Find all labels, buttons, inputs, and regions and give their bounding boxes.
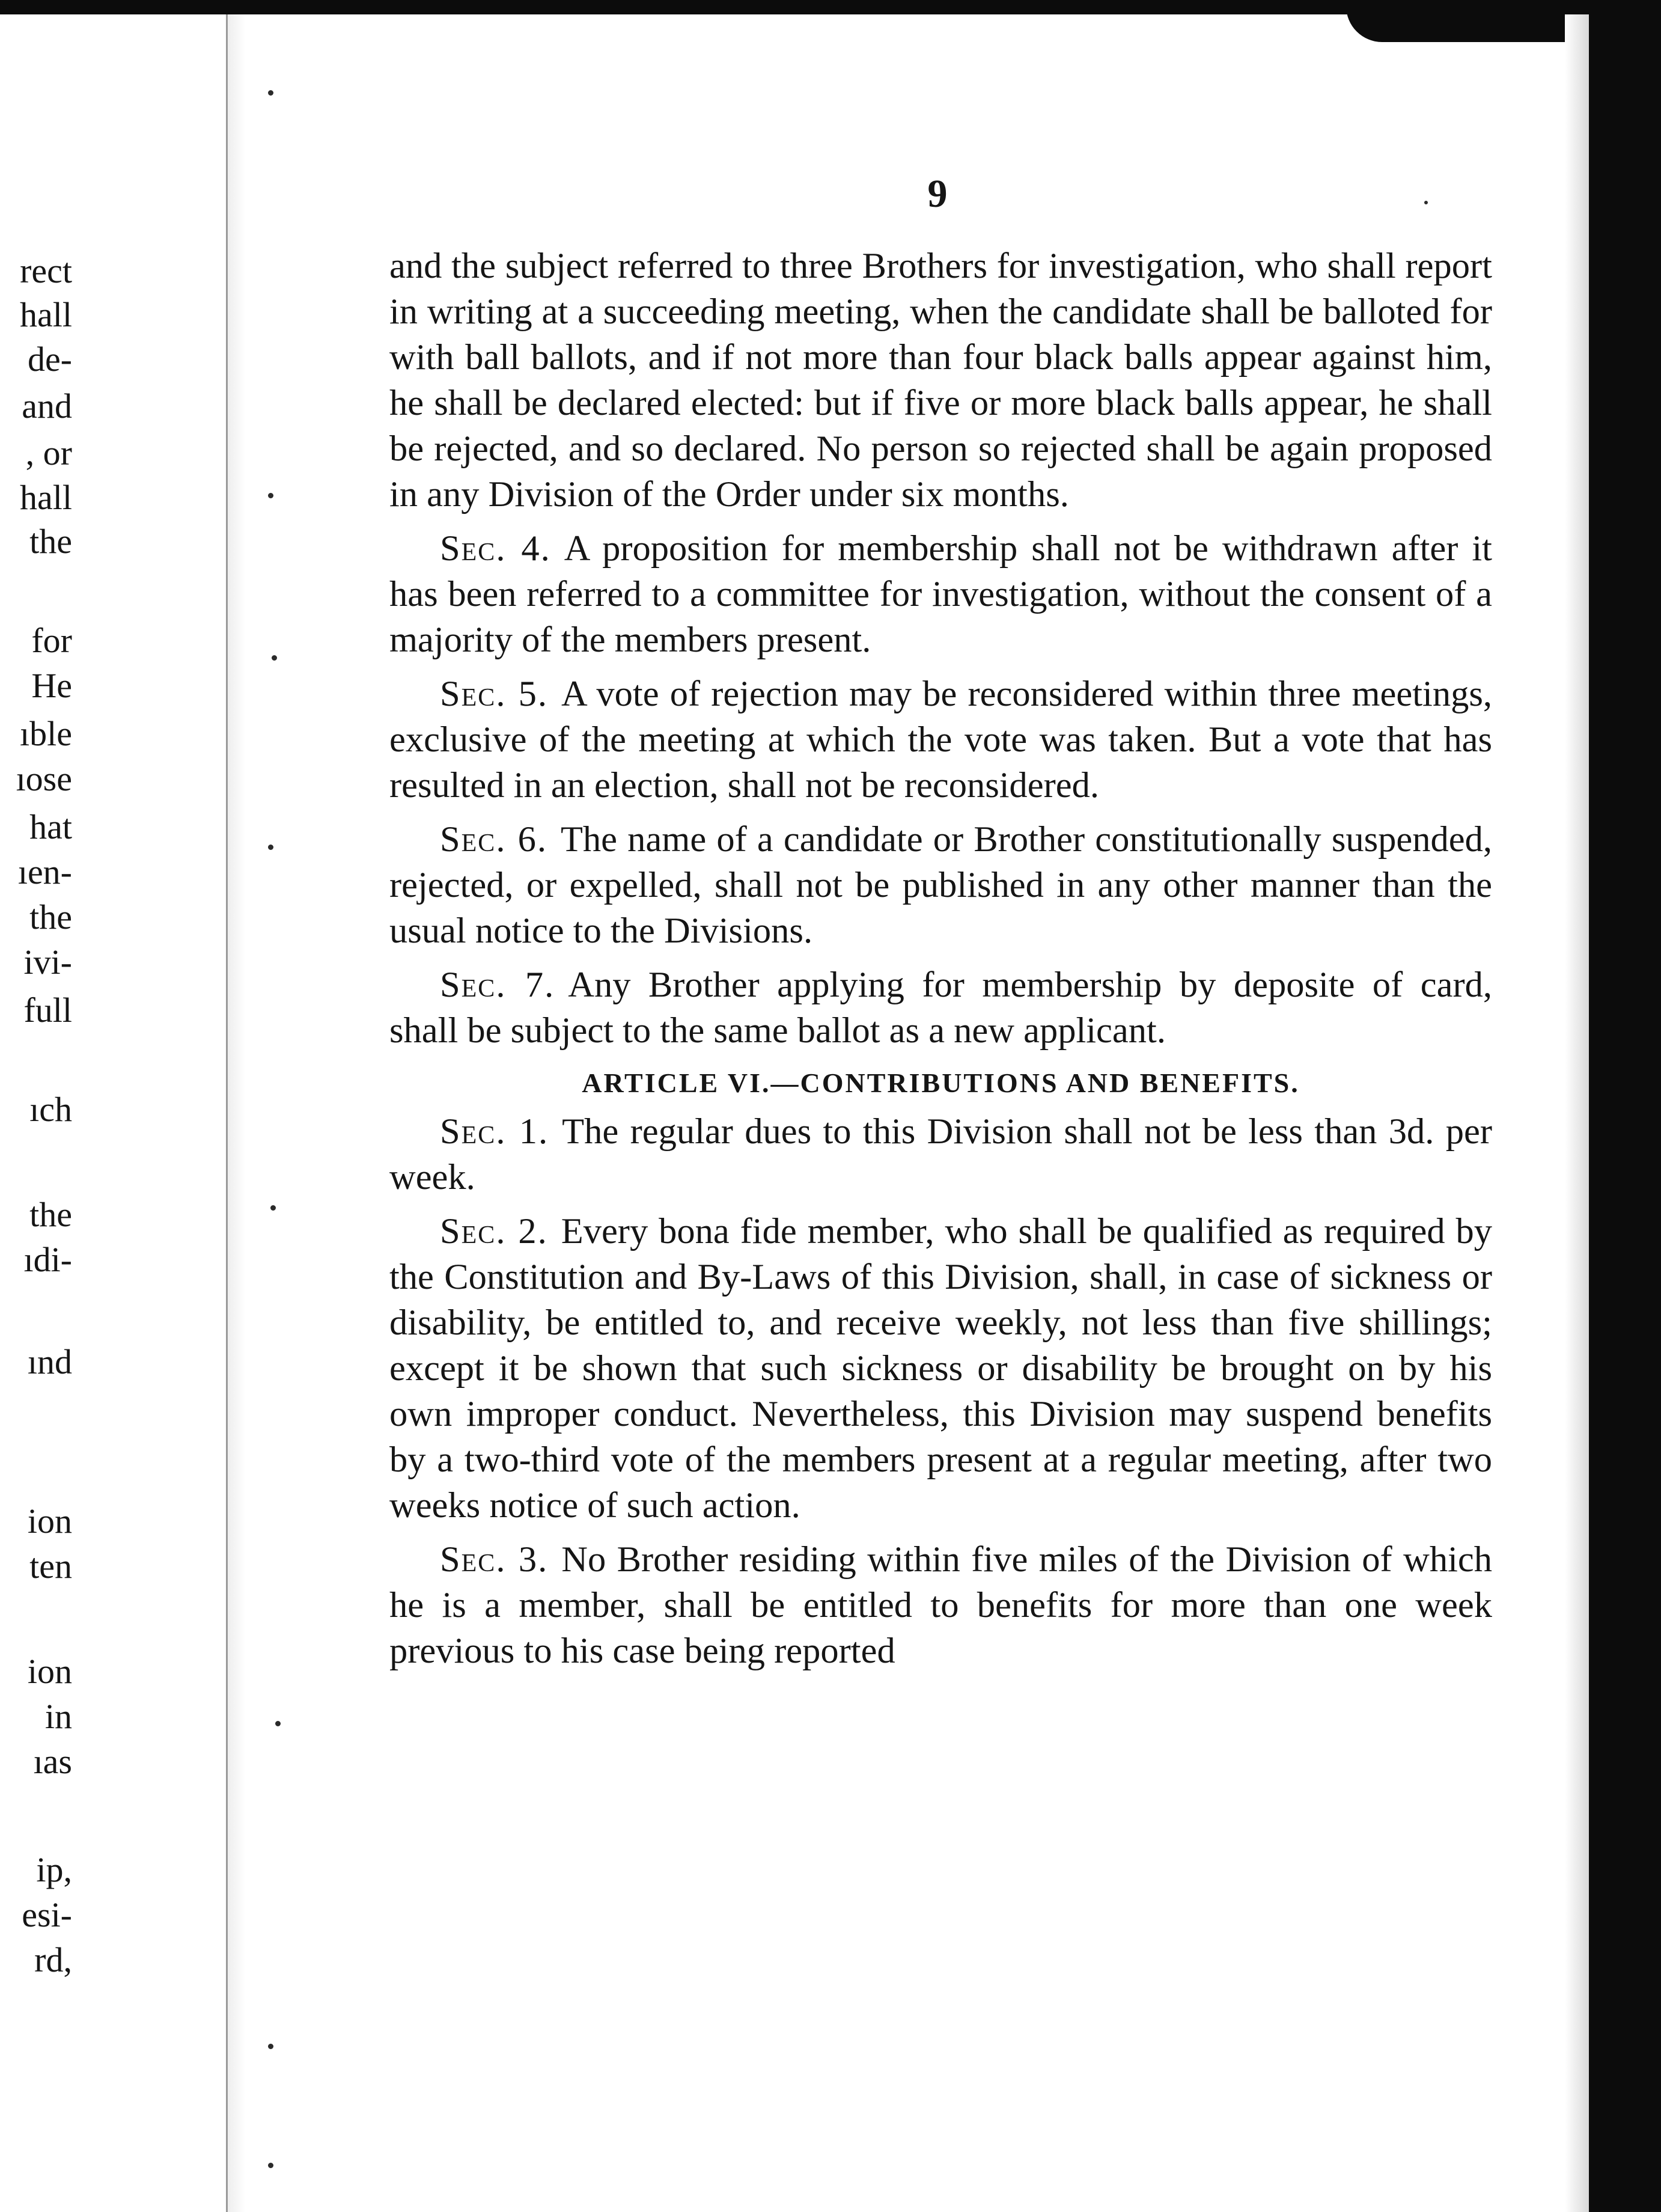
binding-speck — [272, 655, 277, 661]
paragraph-continuation — [389, 243, 1492, 518]
left-fragment: de- — [27, 340, 72, 379]
section-label: Sec. 4. — [440, 528, 551, 569]
section-text: No Brother residing within five miles of the Division of which he is a member, shall be entitled to benefits for more than one week previous to his case being reported — [389, 1539, 1492, 1671]
section-4 — [389, 526, 1492, 663]
page-right-edge-shading — [1565, 14, 1589, 2212]
left-fragment: hall — [20, 478, 72, 517]
page-speck — [1424, 201, 1428, 204]
left-fragment: ion — [27, 1502, 72, 1541]
binding-speck — [268, 2163, 273, 2168]
left-fragment: full — [23, 991, 72, 1030]
left-fragment: the — [29, 1195, 72, 1234]
section-text: Every bona fide member, who shall be qualified as required by the Constitution and By-Laws of this Division, shall, in case of sickness or disability, be entitled to, and receive weekly, not less than five shillings; except it be shown that such sickness or disability be brought on by his own improper conduct. Nevertheless, this Division may suspend benefits by a two-third vote of the members present at a regular meeting, after two weeks notice of such action. — [389, 1211, 1492, 1526]
section-text: Any Brother applying for membership by deposite of card, shall be subject to the same ballot as a new applicant. — [389, 965, 1492, 1051]
section-label: Sec. 7. — [440, 965, 555, 1005]
left-fragment: rect — [20, 251, 72, 290]
section-7 — [389, 962, 1492, 1054]
section-label: Sec. 2. — [440, 1211, 548, 1251]
binding-speck — [268, 845, 273, 850]
left-fragment: ıdi- — [23, 1240, 72, 1279]
left-fragment: ion — [27, 1652, 72, 1691]
section-text: A vote of rejection may be reconsidered within three meetings, exclusive of the meeting at which the vote was taken. But a vote that has resulted in an election, shall not be reconsidered. — [389, 674, 1492, 805]
left-fragment: ip, — [36, 1850, 72, 1889]
page-number: 9 — [927, 172, 948, 216]
binding-speck — [268, 493, 273, 498]
article-section-3 — [389, 1537, 1492, 1674]
left-fragment: He — [31, 666, 72, 705]
left-fragment: ınd — [27, 1342, 72, 1381]
binding-speck — [268, 90, 273, 96]
left-fragment: for — [31, 621, 72, 660]
left-fragment: ıch — [29, 1090, 72, 1129]
gutter-shadow — [228, 14, 246, 2212]
left-fragment: ıas — [33, 1742, 72, 1781]
section-6 — [389, 817, 1492, 954]
scan-right-border — [1589, 0, 1661, 2212]
section-text: The regular dues to this Division shall not be less than 3d. per week. — [389, 1111, 1492, 1197]
left-fragment: and — [22, 386, 72, 426]
article-section-1 — [389, 1109, 1492, 1200]
section-label: Sec. 1. — [440, 1111, 549, 1152]
section-text: The name of a candidate or Brother constitutionally suspended, rejected, or expelled, shall not be published in any other manner than the usual notice to the Divisions. — [389, 819, 1492, 951]
left-fragment: ıble — [20, 714, 72, 753]
page-body — [389, 243, 1492, 1674]
left-fragment: ıose — [16, 759, 72, 798]
left-fragment: the — [29, 522, 72, 561]
left-fragment: hall — [20, 295, 72, 334]
left-fragment: hat — [29, 807, 72, 846]
left-fragment: rd, — [34, 1940, 72, 1979]
article-heading: ARTICLE VI.—CONTRIBUTIONS AND BENEFITS. — [582, 1068, 1300, 1098]
section-label: Sec. 3. — [440, 1539, 549, 1580]
binding-speck — [270, 1205, 276, 1211]
page-corner-curl — [1346, 0, 1586, 42]
left-fragment: ıen- — [17, 852, 72, 891]
left-fragment: esi- — [22, 1895, 72, 1934]
left-fragment: in — [44, 1697, 72, 1736]
section-label: Sec. 6. — [440, 819, 547, 860]
left-fragment: , or — [25, 433, 72, 472]
section-label: Sec. 5. — [440, 674, 548, 714]
left-fragment: ivi- — [23, 943, 72, 982]
section-text: A proposition for membership shall not be withdrawn after it has been referred to a committee for investigation, without the consent of a majority of the members present. — [389, 528, 1492, 660]
section-5 — [389, 671, 1492, 808]
paragraph-text: and the subject referred to three Brothers for investigation, who shall report in writing at a succeeding meeting, when the candidate shall be balloted for with ball ballots, and if not more than four black balls appear against him, he shall be declared elected: but if five or more black balls appear, he shall be rejected, and so declared. No person so rejected shall be again proposed in any Division of the Order under six months. — [389, 246, 1492, 515]
binding-speck — [268, 2044, 273, 2049]
left-fragment: the — [29, 897, 72, 936]
article-section-2 — [389, 1209, 1492, 1529]
left-fragment: ten — [29, 1547, 72, 1586]
binding-speck — [275, 1721, 281, 1726]
